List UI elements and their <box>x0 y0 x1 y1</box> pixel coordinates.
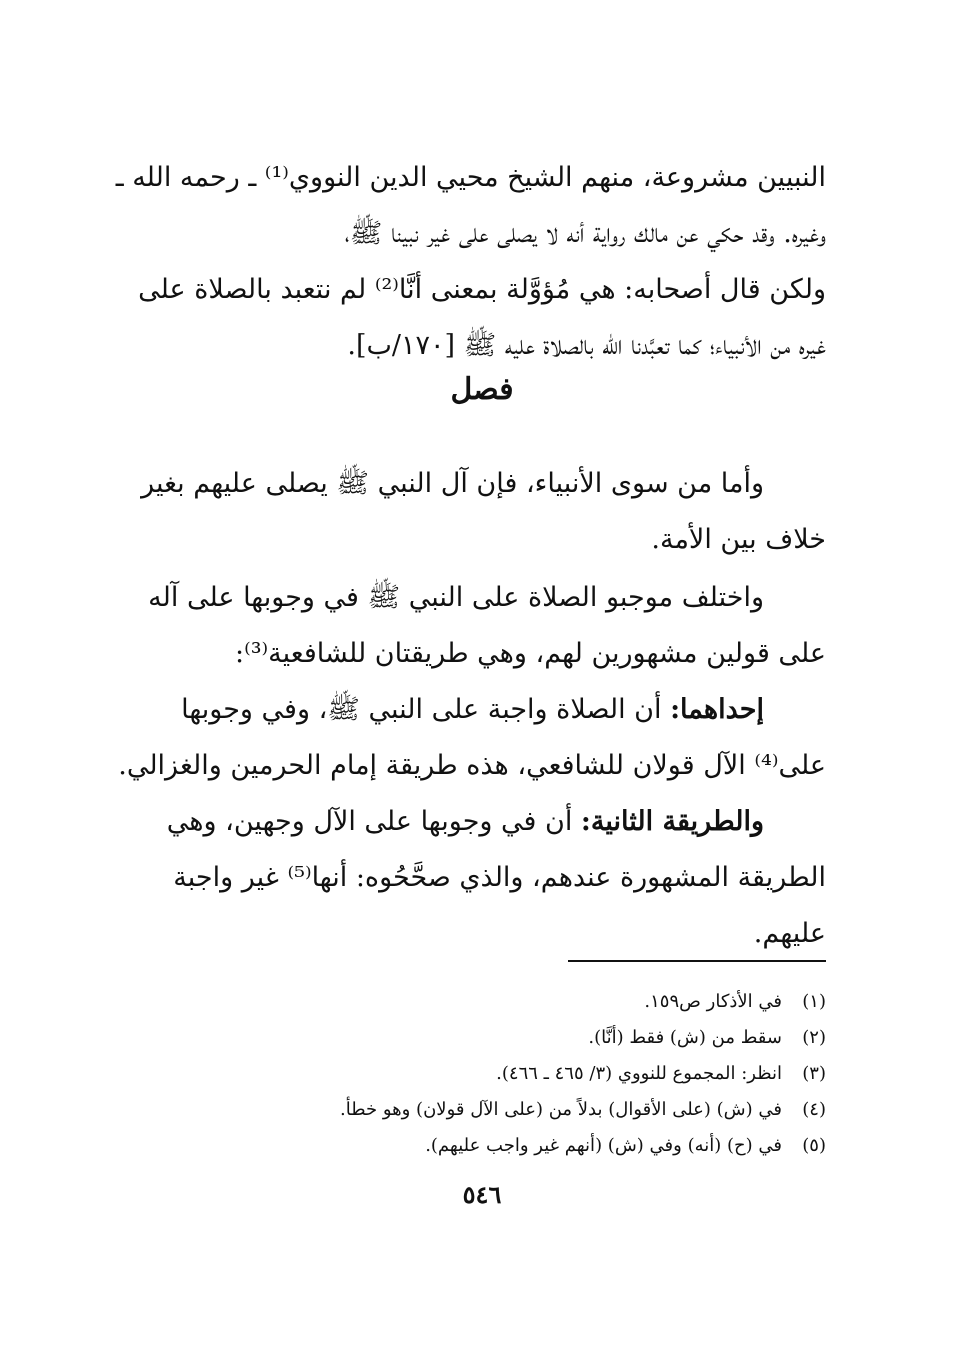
paragraph-5 <box>136 794 826 962</box>
text-line: خلاف بين الأمة. <box>651 524 826 555</box>
footnote <box>136 1128 826 1164</box>
footnote-number: (٤) <box>802 1099 826 1120</box>
text-line: غيره من الأنبياء؛ كما تعبَّدنا الله بالصلاة عليه ﷺ [١٧٠/ب]. <box>347 330 826 361</box>
paragraph-1 <box>115 150 826 374</box>
footnote-number: (١) <box>802 991 826 1012</box>
paragraph-2 <box>136 456 826 568</box>
page-number: ٥٤٦ <box>462 1180 502 1209</box>
text-line: وأما من سوى الأنبياء، فإن آل النبي ﷺ يصلى عليهم بغير <box>141 468 764 499</box>
section-heading: فصل <box>450 372 514 407</box>
text-line: على قولين مشهورين لهم، وهي طريقتان للشافعية⁽³⁾: <box>234 638 826 669</box>
paragraph-lead: والطريقة الثانية: <box>580 806 764 837</box>
paragraph-lead: إحداهما: <box>670 694 764 725</box>
paragraph-text: أن الصلاة واجبة على النبي ﷺ، وفي وجوبها <box>181 694 671 725</box>
text-line: الطريقة المشهورة عندهم، والذي صحَّحُوه: أنها⁽⁵⁾ غير واجبة <box>173 862 826 893</box>
footnote-text: في الأذكار ص١٥٩. <box>644 991 782 1012</box>
footnote <box>136 1020 826 1056</box>
footnote <box>136 1056 826 1092</box>
text-line: عليهم. <box>753 918 826 949</box>
text-line <box>136 794 826 850</box>
text-line: على⁽⁴⁾ الآل قولان للشافعي، هذه طريقة إمام الحرمين والغزالي. <box>118 750 826 781</box>
text-line: ولكن قال أصحابه: هي مُؤوَّلة بمعنى أنَّا⁽²⁾ لم نتعبد بالصلاة على <box>138 274 826 305</box>
paragraph-text: أن في وجوبها على الآل وجهين، وهي <box>166 806 581 837</box>
text-line: النبيين مشروعة، منهم الشيخ محيي الدين النووي⁽¹⁾ ـ رحمه الله ـ <box>115 162 826 193</box>
footnote-separator <box>568 960 826 962</box>
footnote-text: في (ش) (على الأقوال) بدلاً من (على الآل قولان) وهو خطأ. <box>340 1099 782 1120</box>
footnote-text: سقط من (ش) فقط (أنَّا). <box>588 1027 782 1048</box>
footnote-number: (٣) <box>802 1063 826 1084</box>
footnote-number: (٥) <box>802 1135 826 1156</box>
footnote-text: في (ح) (أنه) وفي (ش) (أنهم غير واجب عليهم). <box>425 1135 782 1156</box>
text-line <box>136 682 826 738</box>
footnote <box>136 984 826 1020</box>
text-line: وغيره. وقد حكي عن مالك رواية أنه لا يصلى على غير نبينا ﷺ، <box>344 218 826 249</box>
footnotes <box>136 984 826 1164</box>
footnote <box>136 1092 826 1128</box>
footnote-number: (٢) <box>802 1027 826 1048</box>
text-line: واختلف موجبو الصلاة على النبي ﷺ في وجوبها على آله <box>148 582 764 613</box>
paragraph-4 <box>118 682 826 794</box>
footnote-text: انظر: المجموع للنووي (٣/ ٤٦٥ ـ ٤٦٦). <box>496 1063 782 1084</box>
paragraph-3 <box>136 570 826 682</box>
